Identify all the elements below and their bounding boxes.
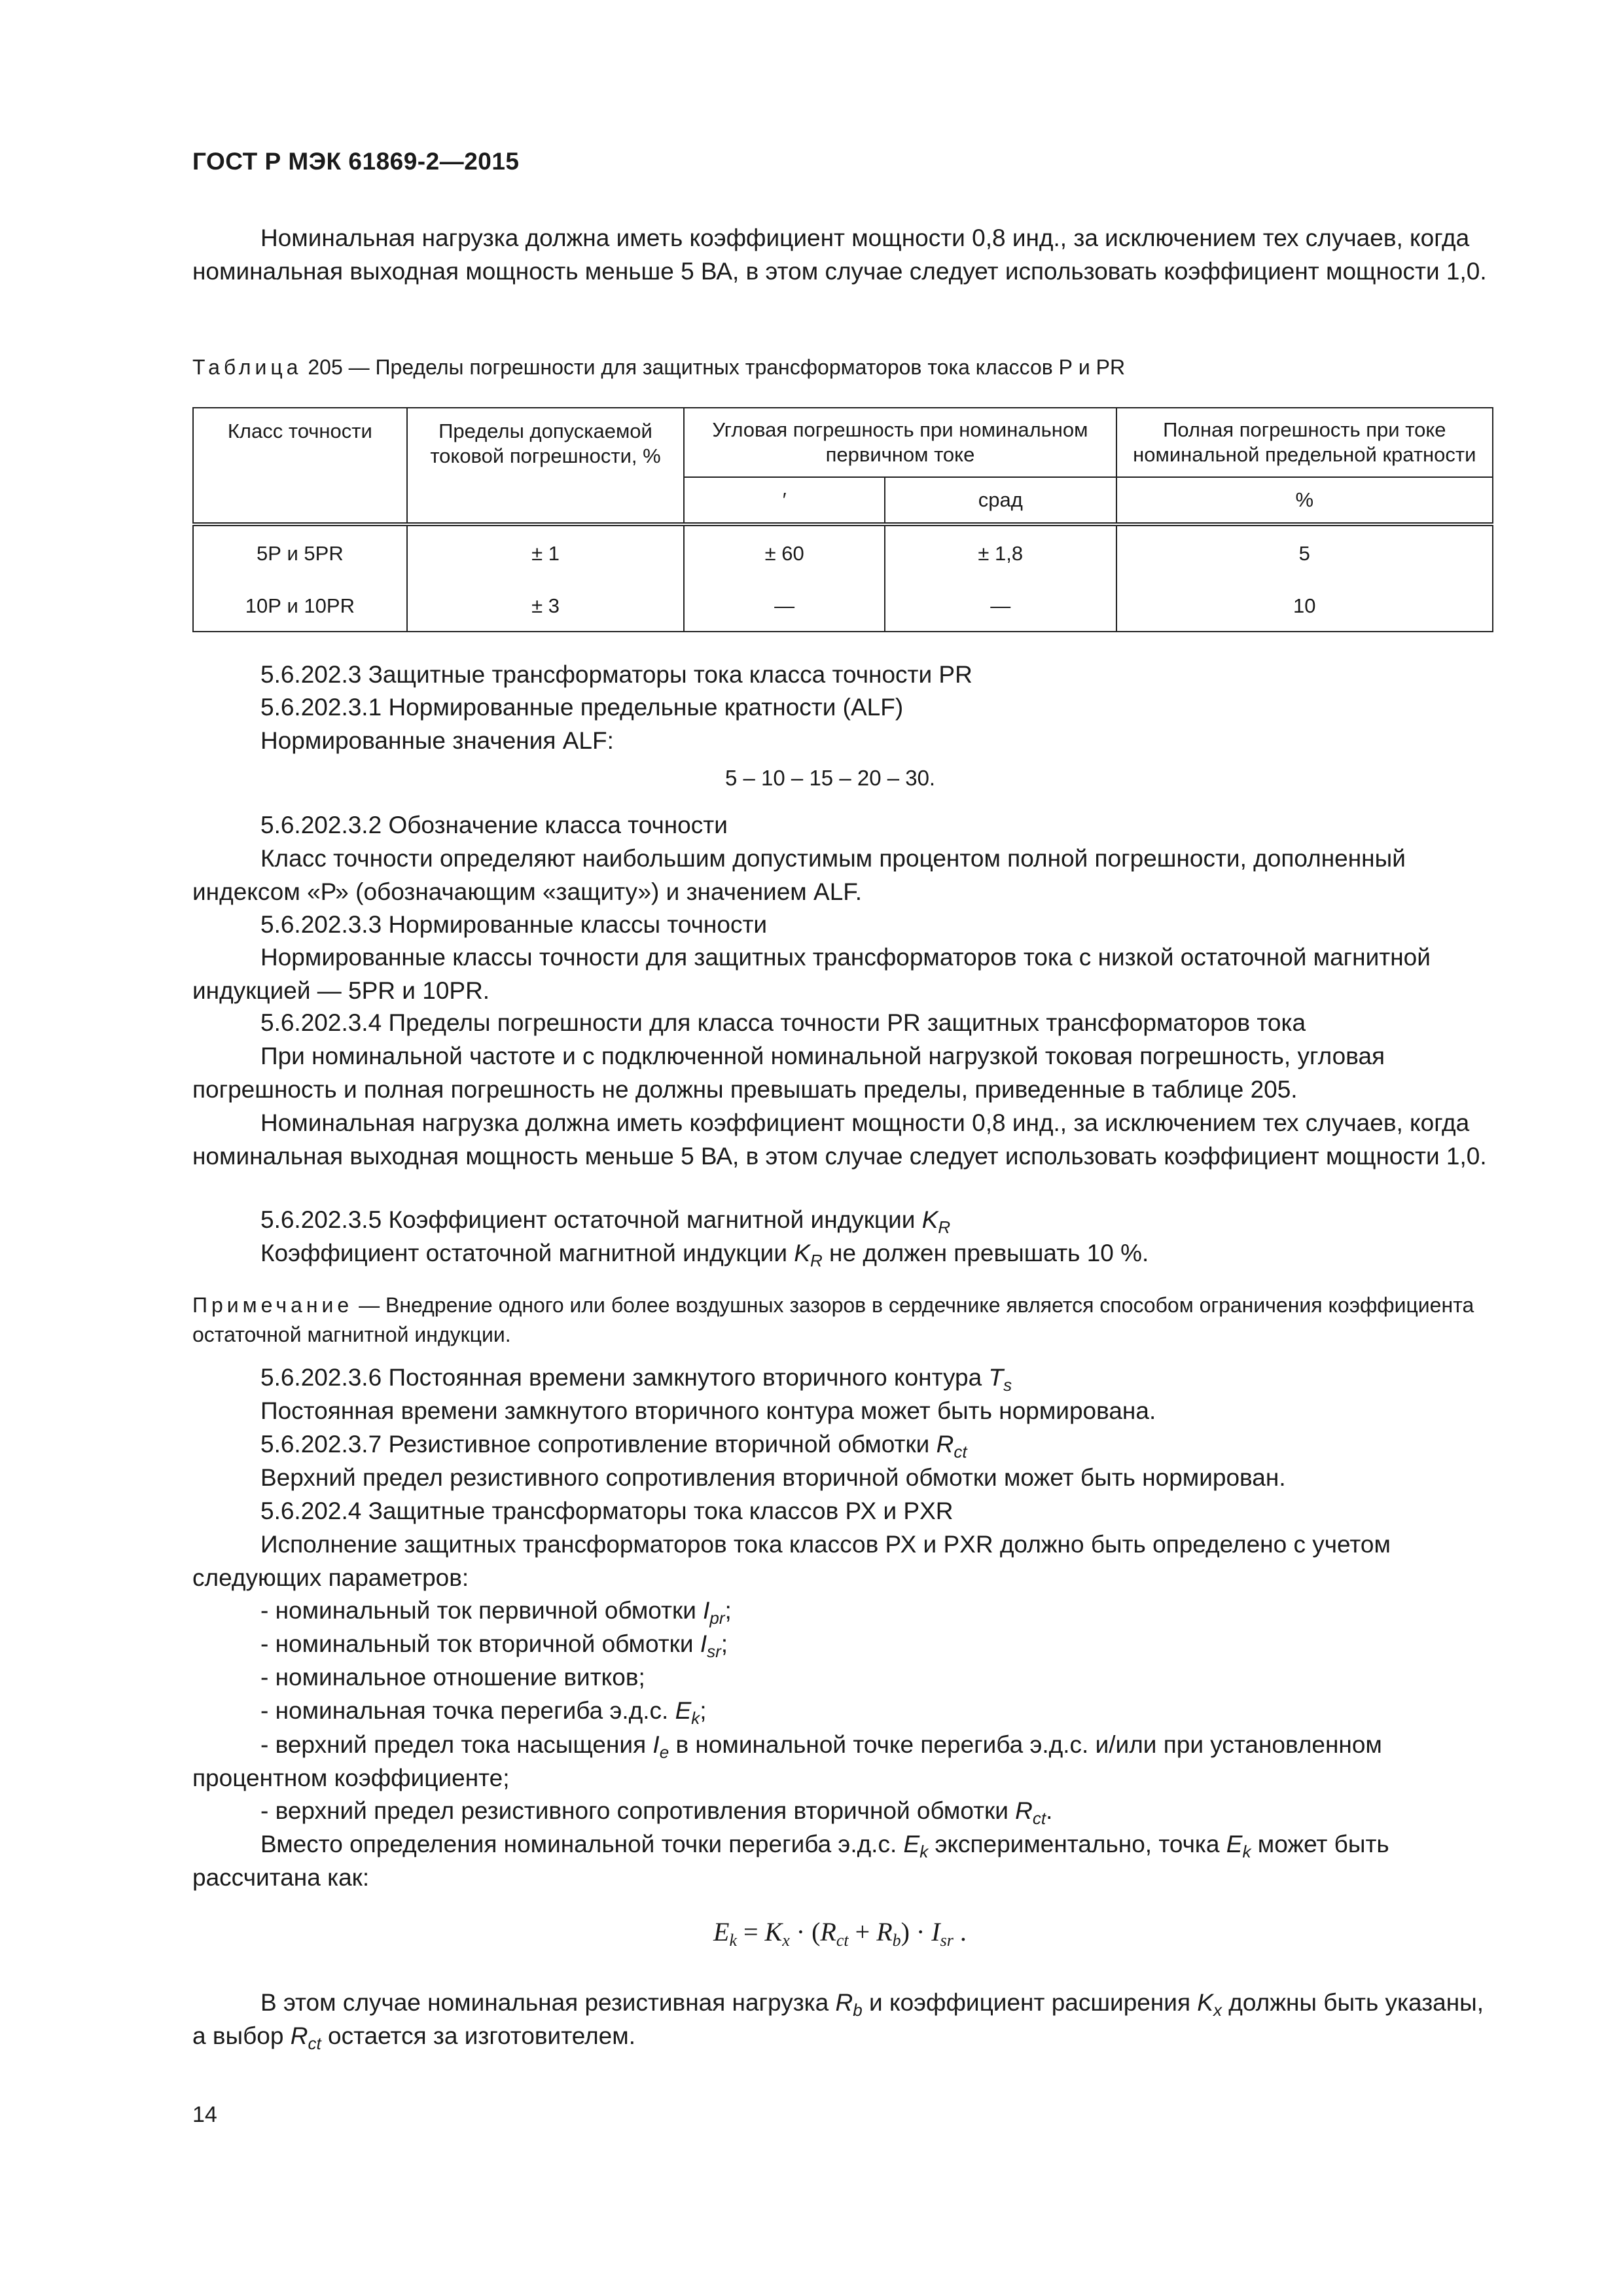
section-5-6-202-3-6: 5.6.202.3.6 Постоянная времени замкнутого вторичного контура $T_s$ [260, 1364, 1012, 1395]
power-factor-paragraph: Номинальная нагрузка должна иметь коэффициент мощности 0,8 инд., за исключением тех случаев, когда номинальная выходная мощность меньше 5 ВА, в этом случае следует использовать коэффициент мощности 1,0. [192, 1109, 1487, 1170]
kr-paragraph-start: Коэффициент остаточной магнитной индукции [260, 1240, 787, 1266]
note-label: Примечание [192, 1293, 353, 1317]
list-item: - номинальный ток вторичной обмотки $I_{sr}$; [260, 1630, 728, 1661]
kr-paragraph: Коэффициент остаточной магнитной индукции $K_R$ не должен превышать 10 %. [260, 1240, 1149, 1270]
list-item-text: - номинальный ток первичной обмотки [260, 1597, 696, 1624]
table-cell: ± 60 [684, 524, 885, 581]
table-caption [192, 355, 1125, 380]
section-5-6-202-3-5-text: 5.6.202.3.5 Коэффициент остаточной магнитной индукции [260, 1206, 916, 1233]
table-header-row [193, 408, 1493, 477]
th-phase-displacement: Угловая погрешность при номинальном первичном токе [684, 408, 1116, 477]
final-text-c: должны быть указаны, а выбор [192, 1989, 1484, 2049]
page-number: 14 [192, 2102, 217, 2127]
table-caption-prefix: Таблица [192, 355, 302, 379]
note-text: — Внедрение одного или более воздушных зазоров в сердечнике является способом ограничения коэффициента остаточной магнитной индукции. [192, 1293, 1474, 1346]
table-cell: ± 3 [407, 581, 685, 632]
unit-minutes: ′ [684, 477, 885, 524]
table-cell: ± 1,8 [885, 524, 1116, 581]
table-cell: ± 1 [407, 524, 685, 581]
table-cell: 5 [1116, 524, 1493, 581]
list-item: - номинальный ток первичной обмотки $I_{pr}$; [260, 1597, 732, 1628]
list-item: - верхний предел резистивного сопротивления вторичной обмотки $R_{ct}$. [260, 1797, 1053, 1828]
list-item: - номинальное отношение витков; [260, 1664, 645, 1691]
table-cell: — [885, 581, 1116, 632]
list-item: - номинальная точка перегиба э.д.с. $E_k$; [260, 1697, 707, 1728]
section-5-6-202-3-5: 5.6.202.3.5 Коэффициент остаточной магнитной индукции $K_R$ [260, 1206, 951, 1237]
section-5-6-202-3-6-text: 5.6.202.3.6 Постоянная времени замкнутого вторичного контура [260, 1364, 982, 1391]
section-5-6-202-3-3: 5.6.202.3.3 Нормированные классы точности [260, 911, 768, 938]
table-cell: 10 [1116, 581, 1493, 632]
table-caption-text: 205 — Пределы погрешности для защитных трансформаторов тока классов Р и PR [308, 355, 1126, 379]
unit-crad: срад [885, 477, 1116, 524]
list-item-text: - верхний предел тока насыщения [260, 1731, 647, 1758]
instead-paragraph: Вместо определения номинальной точки перегиба э.д.с. $E_k$ экспериментально, точка $E_k$ может быть рассчитана как: [192, 1831, 1389, 1891]
intro-paragraph: Номинальная нагрузка должна иметь коэффициент мощности 0,8 инд., за исключением тех случаев, когда номинальная выходная мощность меньше 5 ВА, в этом случае следует использовать коэффициент мощности 1,0. [192, 224, 1487, 285]
table-cell: 10Р и 10PR [193, 581, 407, 632]
section-5-6-202-3-7-text: 5.6.202.3.7 Резистивное сопротивление вторичной обмотки [260, 1431, 930, 1458]
section-5-6-202-3: 5.6.202.3 Защитные трансформаторы тока класса точности PR [260, 661, 972, 688]
list-item: - верхний предел тока насыщения $I_e$ в номинальной точке перегиба э.д.с. и/или при установленном процентном коэффициенте; [192, 1731, 1382, 1791]
list-item-text: - верхний предел резистивного сопротивления вторичной обмотки [260, 1797, 1008, 1824]
final-text-d: остается за изготовителем. [328, 2022, 635, 2049]
document-header: ГОСТ Р МЭК 61869-2—2015 [192, 148, 520, 175]
ts-paragraph: Постоянная времени замкнутого вторичного контура может быть нормирована. [260, 1397, 1156, 1424]
th-ratio-error: Пределы допускаемой токовой погрешности, % [407, 408, 685, 524]
th-composite-error: Полная погрешность при токе номинальной предельной кратности [1116, 408, 1493, 477]
instead-text-a: Вместо определения номинальной точки перегиба э.д.с. [260, 1831, 897, 1857]
section-5-6-202-3-2: 5.6.202.3.2 Обозначение класса точности [260, 812, 728, 838]
final-paragraph: В этом случае номинальная резистивная нагрузка $R_b$ и коэффициент расширения $K_x$ должны быть указаны, а выбор $R_{ct}$ остается за изготовителем. [192, 1989, 1484, 2053]
table-row [193, 524, 1493, 581]
class-definition-paragraph: Класс точности определяют наибольшим допустимым процентом полной погрешности, дополненный индексом «Р» (обозначающим «защиту») и значением ALF. [192, 845, 1406, 905]
list-item-text: - номинальный ток вторичной обмотки [260, 1630, 694, 1657]
table-row [193, 581, 1493, 632]
final-text-a: В этом случае номинальная резистивная нагрузка [260, 1989, 829, 2016]
section-5-6-202-3-1: 5.6.202.3.1 Нормированные предельные кратности (ALF) [260, 694, 904, 721]
list-item-text: - номинальная точка перегиба э.д.с. [260, 1697, 669, 1724]
note [192, 1291, 1493, 1350]
section-5-6-202-4: 5.6.202.4 Защитные трансформаторы тока классов РХ и PXR [260, 1498, 954, 1524]
alf-intro: Нормированные значения ALF: [260, 727, 614, 754]
knee-point-formula: $E_k = K_x \cdot (R_{ct} + R_b) \cdot I_{sr}$ . [713, 1917, 967, 1950]
alf-values: 5 – 10 – 15 – 20 – 30. [725, 766, 936, 790]
limits-paragraph: При номинальной частоте и с подключенной номинальной нагрузкой токовая погрешность, угловая погрешность и полная погрешность не должны превышать пределы, приведенные в таблице 205. [192, 1043, 1385, 1103]
final-text-b: и коэффициент расширения [869, 1989, 1190, 2016]
kr-paragraph-end: не должен превышать 10 %. [829, 1240, 1149, 1266]
section-5-6-202-3-4: 5.6.202.3.4 Пределы погрешности для класса точности PR защитных трансформаторов тока [260, 1009, 1306, 1036]
instead-text-c: может быть рассчитана как: [192, 1831, 1389, 1891]
th-accuracy-class: Класс точности [193, 408, 407, 524]
section-5-6-202-3-7: 5.6.202.3.7 Резистивное сопротивление вторичной обмотки $R_{ct}$ [260, 1431, 967, 1462]
unit-percent: % [1116, 477, 1493, 524]
table-cell: 5Р и 5PR [193, 524, 407, 581]
error-limits-table [192, 407, 1493, 632]
px-paragraph: Исполнение защитных трансформаторов тока классов РХ и PXR должно быть определено с учетом следующих параметров: [192, 1531, 1391, 1591]
instead-text-b: экспериментально, точка [935, 1831, 1220, 1857]
normalized-classes-paragraph: Нормированные классы точности для защитных трансформаторов тока с низкой остаточной магнитной индукцией — 5PR и 10PR. [192, 944, 1431, 1004]
rct-paragraph: Верхний предел резистивного сопротивления вторичной обмотки может быть нормирован. [260, 1464, 1286, 1491]
table-cell: — [684, 581, 885, 632]
list-item-text: в номинальной точке перегиба э.д.с. и/или при установленном процентном коэффициенте; [192, 1731, 1382, 1791]
